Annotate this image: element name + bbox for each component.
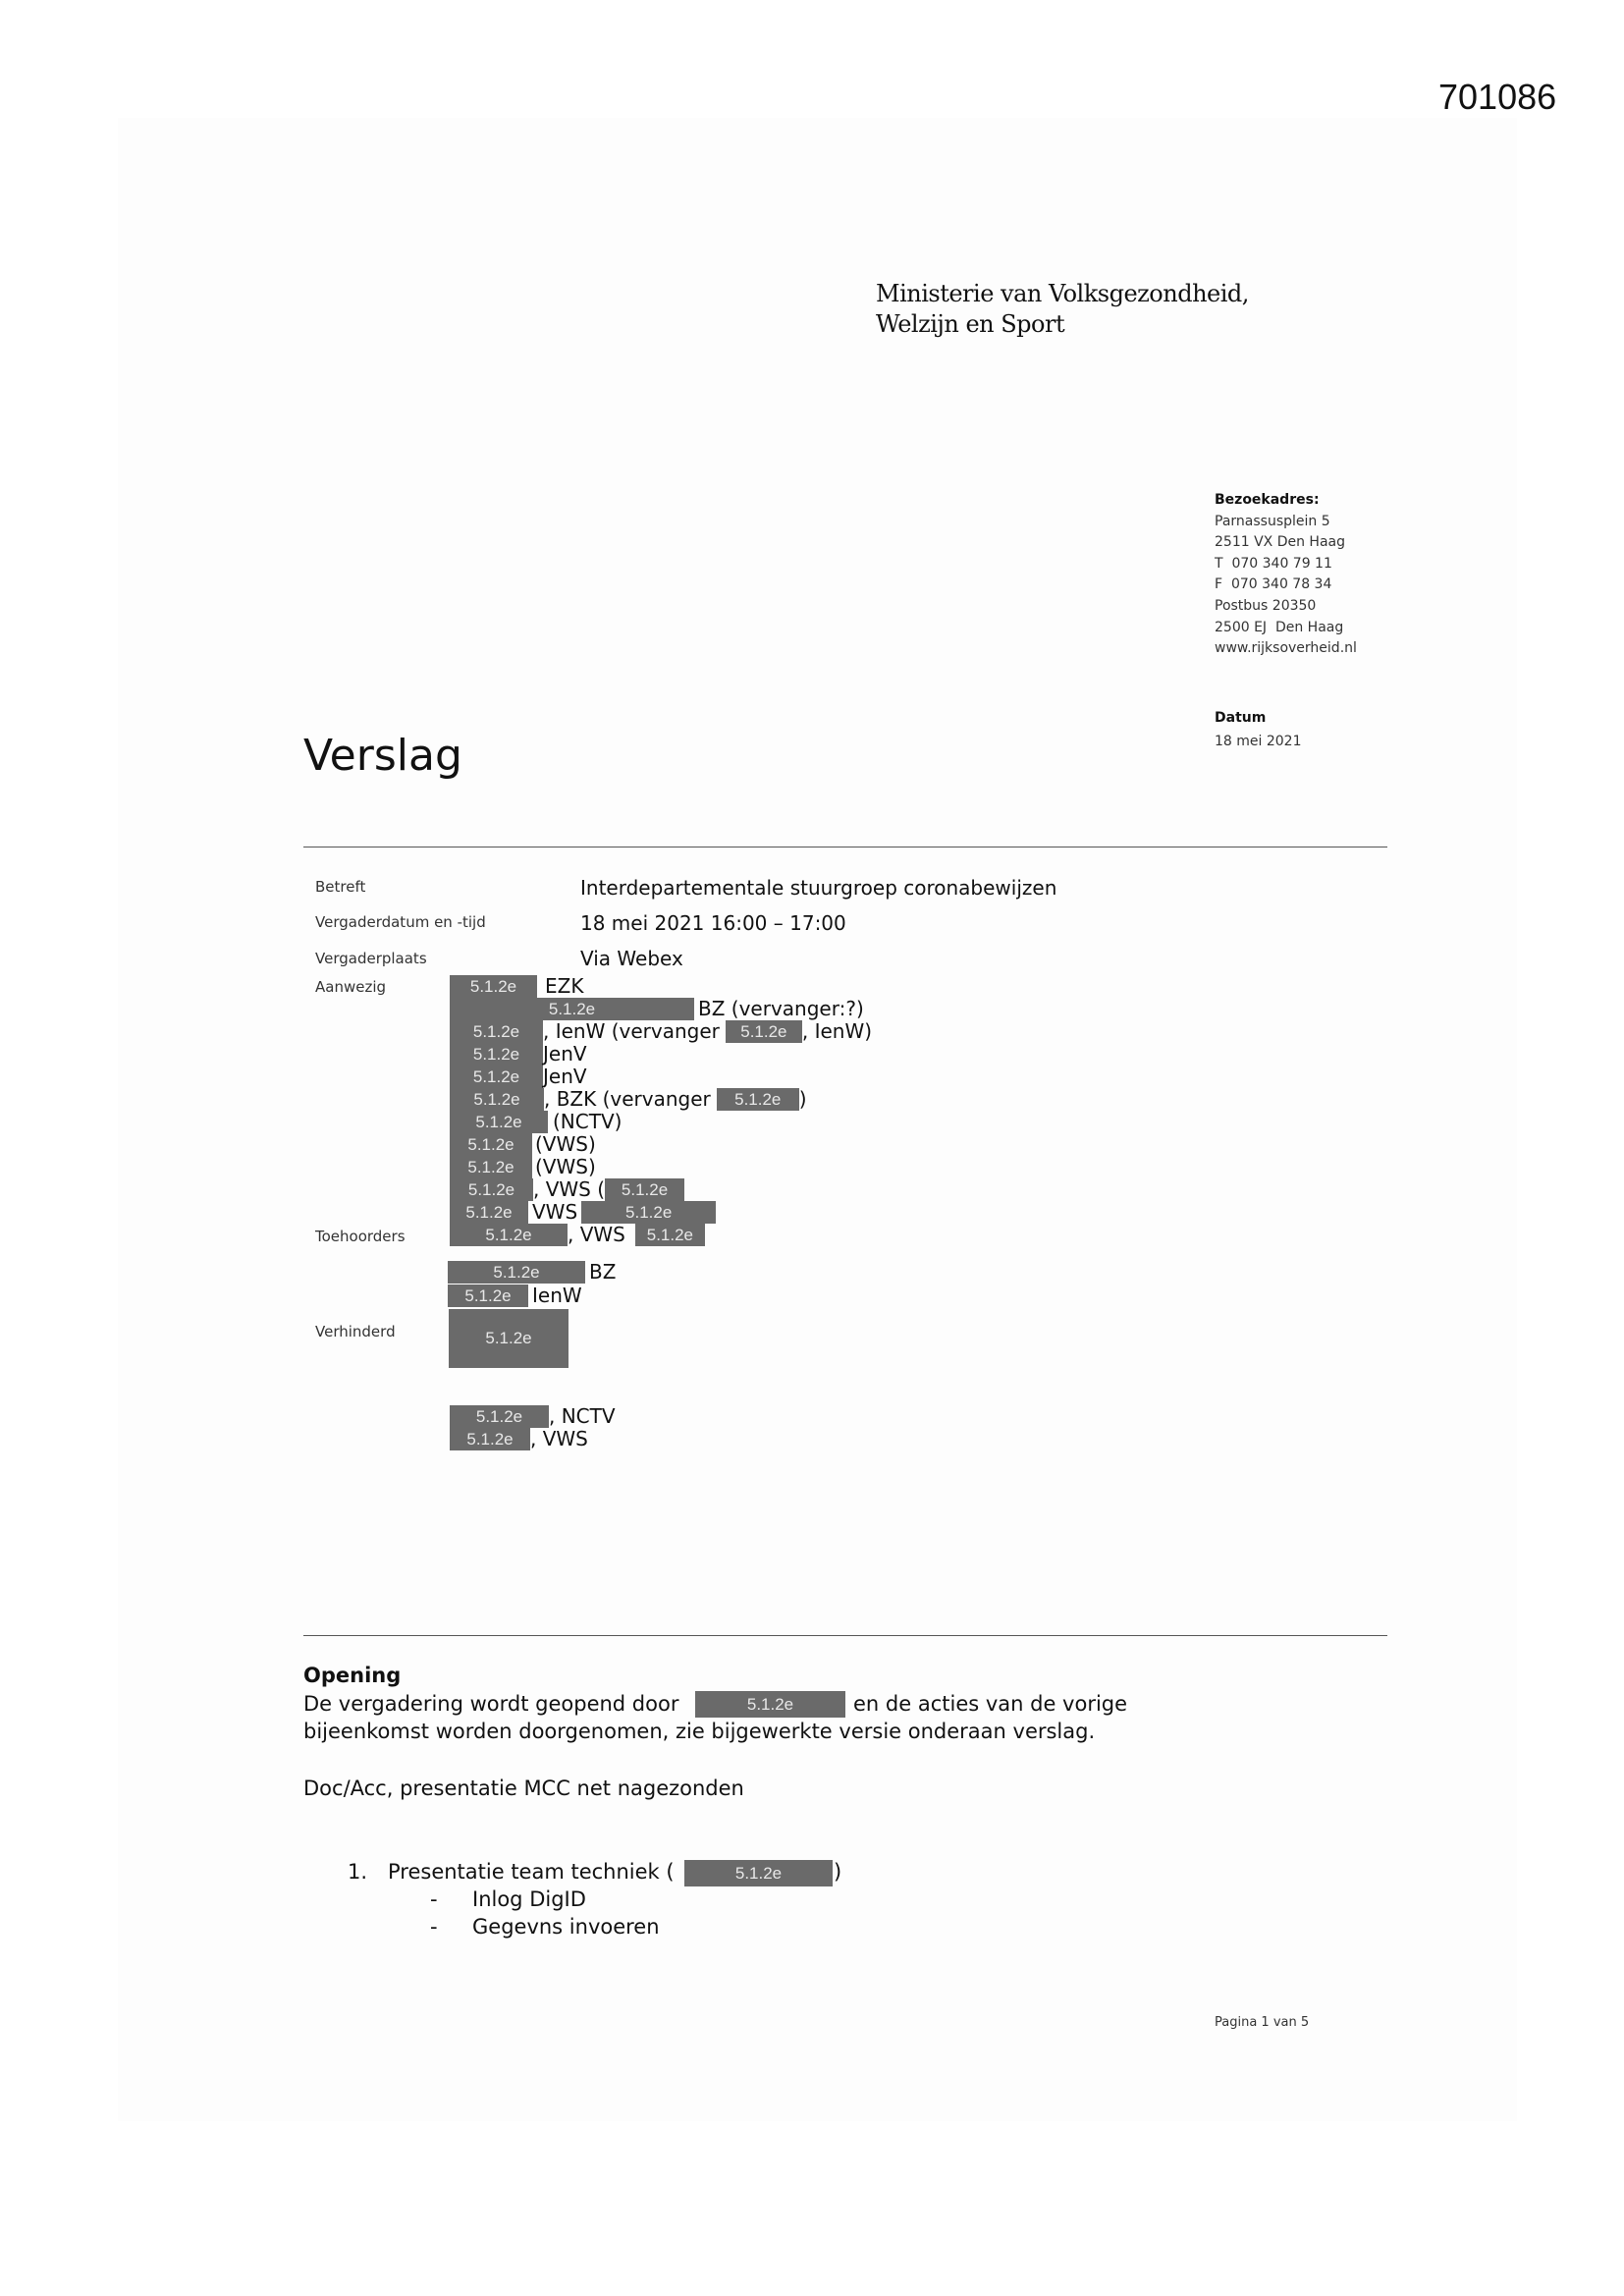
- website-link[interactable]: www.rijksoverheid.nl: [1215, 640, 1357, 657]
- redaction-box: 5.1.2e: [450, 975, 537, 998]
- verhinderd-row: [450, 1428, 588, 1450]
- divider: [303, 1635, 1387, 1636]
- address-line: T 070 340 79 11: [1215, 555, 1332, 572]
- attendee-row: [450, 975, 583, 998]
- attendee-org: BZ (vervanger:?): [698, 997, 864, 1020]
- attendee-row: [450, 1020, 872, 1043]
- attendee-org: , IenW (vervanger: [543, 1019, 720, 1043]
- date-block: [1215, 706, 1301, 753]
- redaction-box: 5.1.2e: [450, 1156, 532, 1178]
- page-background: [118, 118, 1517, 2121]
- redaction-box: 5.1.2e: [450, 1428, 530, 1450]
- ministry-logo-text: [876, 279, 1249, 340]
- redaction-box: 5.1.2e: [450, 998, 694, 1020]
- aanwezig-label: Aanwezig: [315, 978, 387, 996]
- attendee-row: [450, 1156, 596, 1178]
- date-value: 18 mei 2021: [1215, 734, 1302, 749]
- attendee-row: [450, 1201, 716, 1224]
- address-line: Parnassusplein 5: [1215, 513, 1330, 529]
- verhinderd-row: [450, 1405, 616, 1428]
- address-line: Postbus 20350: [1215, 597, 1317, 614]
- toehoorder-row: [448, 1285, 582, 1307]
- ministry-line-1: Ministerie van Volksgezondheid,: [876, 280, 1249, 307]
- opening-text-line2: bijeenkomst worden doorgenomen, zie bijgewerkte versie onderaan verslag.: [303, 1720, 1096, 1743]
- attendee-org: (VWS): [535, 1155, 596, 1178]
- attendee-org: , BZK (vervanger: [544, 1087, 711, 1111]
- vergaderdatum-value: 18 mei 2021 16:00 – 17:00: [580, 911, 846, 935]
- agenda-item-end: ): [834, 1860, 842, 1884]
- address-line: 2500 EJ Den Haag: [1215, 619, 1344, 635]
- document-number: 701086: [1438, 77, 1557, 117]
- redaction-box: 5.1.2e: [450, 1224, 568, 1246]
- address-line: 2511 VX Den Haag: [1215, 534, 1345, 551]
- opening-text-end: en de acties van de vorige: [853, 1692, 1128, 1716]
- attendee-row: [450, 1133, 596, 1156]
- verhinderd-label: Verhinderd: [315, 1323, 396, 1340]
- toehoorder-row: [448, 1261, 616, 1284]
- redaction-box: 5.1.2e: [449, 1309, 568, 1368]
- redaction-box: 5.1.2e: [695, 1691, 845, 1718]
- attendee-org: , IenW): [801, 1019, 873, 1043]
- toehoorders-label: Toehoorders: [315, 1228, 406, 1245]
- opening-text-start: De vergadering wordt geopend door: [303, 1692, 679, 1716]
- verhinderd-org: , VWS: [530, 1427, 588, 1450]
- attendee-org: (VWS): [535, 1132, 596, 1156]
- redaction-box: 5.1.2e: [684, 1860, 833, 1886]
- redaction-box: 5.1.2e: [450, 1405, 549, 1428]
- address-line: F 070 340 78 34: [1215, 576, 1332, 593]
- redaction-box: 5.1.2e: [448, 1285, 528, 1307]
- agenda-subitem: Inlog DigID: [472, 1887, 586, 1911]
- betreft-label: Betreft: [315, 878, 366, 896]
- attendee-org: , VWS (: [533, 1177, 606, 1201]
- attendee-row: [450, 1224, 705, 1246]
- redaction-box: 5.1.2e: [450, 1088, 544, 1111]
- agenda-subitem: Gegevns invoeren: [472, 1915, 660, 1939]
- attendee-row: [450, 1088, 807, 1111]
- redaction-box: 5.1.2e: [450, 1066, 543, 1088]
- redaction-box: 5.1.2e: [717, 1088, 799, 1111]
- redaction-box: 5.1.2e: [450, 1133, 532, 1156]
- bullet-dash: -: [430, 1915, 438, 1939]
- attendee-org: VWS: [532, 1200, 578, 1224]
- redaction-box: 5.1.2e: [726, 1020, 802, 1043]
- opening-note: Doc/Acc, presentatie MCC net nagezonden: [303, 1777, 744, 1800]
- redaction-box: 5.1.2e: [448, 1261, 585, 1284]
- attendee-org: (NCTV): [553, 1110, 623, 1133]
- attendee-org: JenV: [543, 1065, 587, 1088]
- address-heading: Bezoekadres:: [1215, 492, 1320, 508]
- redaction-box: 5.1.2e: [635, 1224, 705, 1246]
- attendee-row: [450, 1178, 684, 1201]
- betreft-value: Interdepartementale stuurgroep coronabewijzen: [580, 876, 1057, 900]
- redaction-box: 5.1.2e: [581, 1201, 716, 1224]
- document-title: Verslag: [303, 731, 462, 781]
- toehoorder-org: IenW: [532, 1284, 582, 1307]
- redaction-box: 5.1.2e: [450, 1043, 543, 1066]
- redaction-box: 5.1.2e: [450, 1020, 543, 1043]
- date-label: Datum: [1215, 710, 1267, 726]
- redaction-box: 5.1.2e: [605, 1178, 684, 1201]
- redaction-box: 5.1.2e: [450, 1111, 548, 1133]
- page-number: Pagina 1 van 5: [1215, 2015, 1310, 2030]
- toehoorder-org: BZ: [589, 1260, 617, 1284]
- attendee-org: , VWS: [568, 1223, 625, 1246]
- agenda-number: 1.: [348, 1860, 368, 1884]
- attendee-row: [450, 1066, 587, 1088]
- vergaderplaats-value: Via Webex: [580, 947, 683, 970]
- redaction-box: 5.1.2e: [450, 1201, 528, 1224]
- attendee-org: ): [798, 1087, 807, 1111]
- attendee-row: [450, 1043, 587, 1066]
- attendee-org: JenV: [543, 1042, 587, 1066]
- vergaderdatum-label: Vergaderdatum en -tijd: [315, 913, 486, 931]
- opening-heading: Opening: [303, 1664, 402, 1687]
- agenda-item: Presentatie team techniek (: [388, 1860, 675, 1884]
- ministry-line-2: Welzijn en Sport: [876, 310, 1065, 338]
- attendee-org: EZK: [545, 974, 584, 998]
- vergaderplaats-label: Vergaderplaats: [315, 950, 427, 967]
- attendee-row: [450, 998, 864, 1020]
- address-block: [1215, 490, 1357, 660]
- redaction-box: 5.1.2e: [450, 1178, 533, 1201]
- verhinderd-org: , NCTV: [549, 1404, 616, 1428]
- bullet-dash: -: [430, 1887, 438, 1911]
- attendee-row: [450, 1111, 622, 1133]
